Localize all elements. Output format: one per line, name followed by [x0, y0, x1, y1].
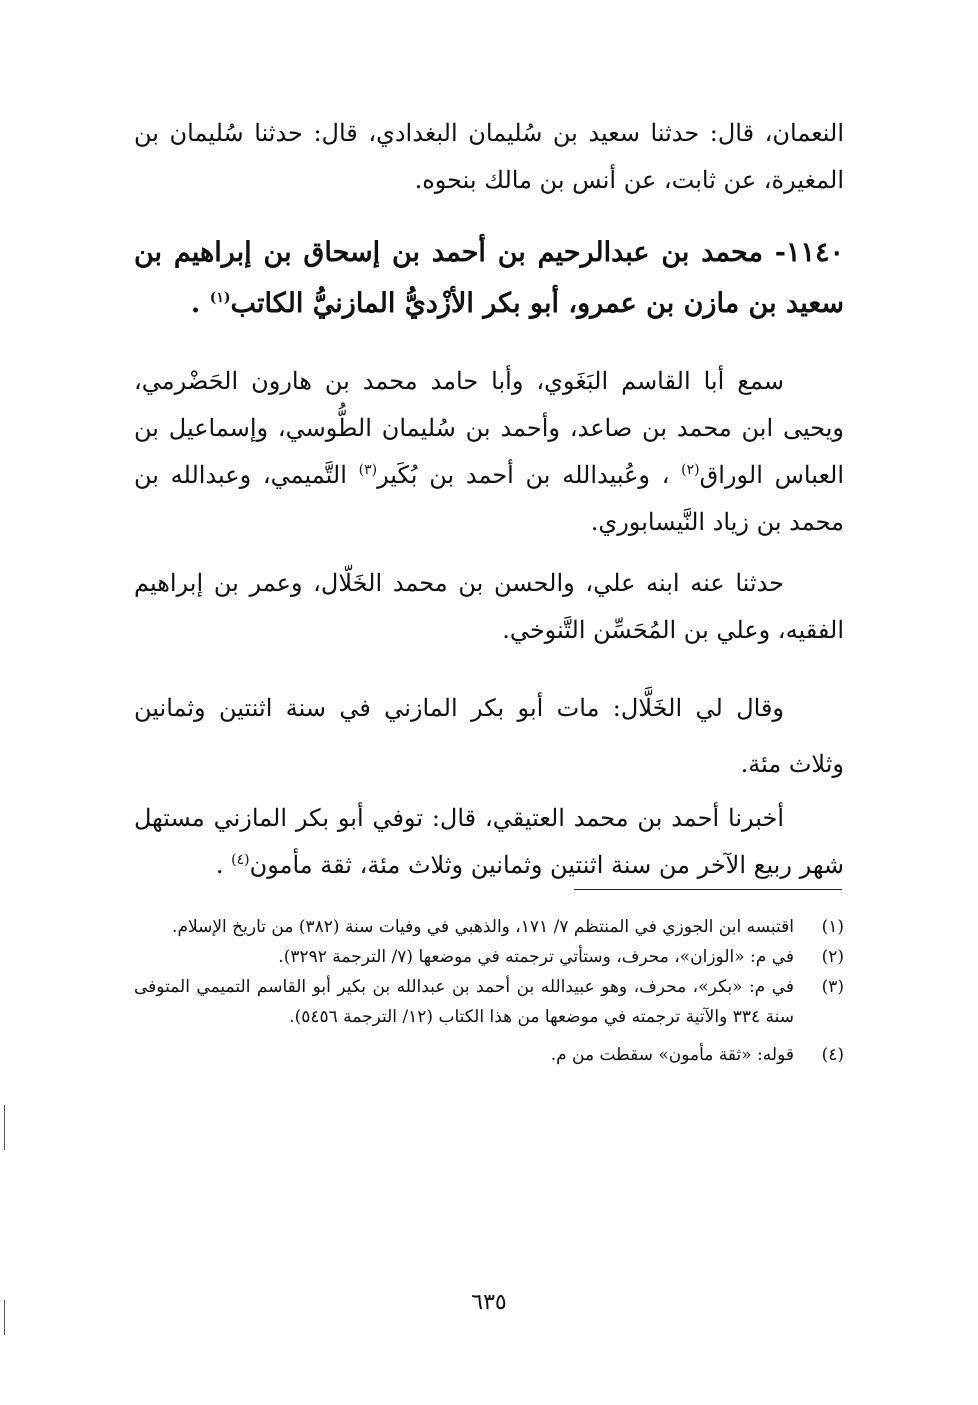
paragraph-text: أخبرنا أحمد بن محمد العتيقي، قال: توفي أبو بكر المازني مستهل شهر ربيع الآخر من سنة اثنتين وثمانين وثلاث مئة، ثقة مأمون: [134, 804, 844, 879]
paragraph-death-date: [134, 795, 844, 889]
footnote-1: [134, 912, 844, 942]
footnotes-section: [134, 912, 844, 1070]
footnote-text: في م: «الوزان»، محرف، وستأتي ترجمته في موضعها (٧/ الترجمة ٣٢٩٢).: [278, 947, 794, 967]
paragraph-text: وقال لي الخَلَّال: مات أبو بكر المازني في سنة اثنتين وثمانين وثلاث مئة.: [134, 694, 844, 778]
paragraph-text: سمع أبا القاسم البَغَوي، وأبا حامد محمد بن هارون الحَضْرمي، ويحيى ابن محمد بن صاعد، وأحمد بن سُليمان الطُّوسي، وإسماعيل بن العباس الوراق: [134, 367, 845, 489]
footnote-ref-1: (١): [209, 290, 231, 306]
paragraph-text: التَّميمي، وعبدالله بن محمد بن زياد النَّيسابوري.: [134, 461, 844, 536]
footnote-4: [134, 1040, 844, 1070]
paragraph-text: ، وعُبيدالله بن أحمد بن بُكَير: [377, 461, 682, 489]
scan-edge-mark: [4, 1300, 5, 1335]
footnote-ref-3: (٣): [358, 462, 378, 478]
footnote-text: قوله: «ثقة مأمون» سقطت من م.: [550, 1045, 794, 1065]
footnote-2: [134, 942, 844, 972]
footnote-number: (٢): [821, 947, 844, 967]
paragraph-teachers: [134, 358, 844, 546]
page-number: ٦٣٥: [471, 1290, 507, 1315]
paragraph-death-report: [134, 680, 844, 792]
paragraph-continuation: [134, 110, 844, 204]
paragraph-students: [134, 560, 844, 654]
footnote-number: (٣): [821, 977, 844, 997]
footnote-separator: [574, 889, 842, 890]
footnote-number: (١): [821, 917, 844, 937]
entry-title: [134, 227, 844, 329]
entry-title-end: .: [190, 288, 210, 319]
entry-title-text: ١١٤٠- محمد بن عبدالرحيم بن أحمد بن إسحاق بن إبراهيم بن سعيد بن مازن بن عمرو، أبو بكر الأزْديُّ المازنيُّ الكاتب: [134, 237, 844, 319]
footnote-text: في م: «بكر»، محرف، وهو عبيدالله بن أحمد بن عبدالله بن بكير أبو القاسم التميمي المتوفى سنة ٣٣٤ والآتية ترجمته في موضعها من هذا الكتاب (١٢/ الترجمة ٥٤٥٦).: [134, 977, 794, 1027]
scan-edge-mark: [4, 1105, 5, 1150]
paragraph-end: .: [215, 851, 232, 879]
footnote-ref-4: (٤): [231, 852, 250, 868]
footnote-3: [134, 972, 844, 1032]
paragraph-text: حدثنا عنه ابنه علي، والحسن بن محمد الخَلّال، وعمر بن إبراهيم الفقيه، وعلي بن المُحَسِّن التَّنوخي.: [134, 569, 844, 644]
footnote-number: (٤): [821, 1045, 844, 1065]
paragraph-text: النعمان، قال: حدثنا سعيد بن سُليمان البغدادي، قال: حدثنا سُليمان بن المغيرة، عن ثابت، عن أنس بن مالك بنحوه.: [134, 119, 844, 194]
footnote-ref-2: (٢): [681, 462, 700, 478]
footnote-text: اقتبسه ابن الجوزي في المنتظم ٧/ ١٧١، والذهبي في وفيات سنة (٣٨٢) من تاريخ الإسلام.: [172, 917, 794, 937]
